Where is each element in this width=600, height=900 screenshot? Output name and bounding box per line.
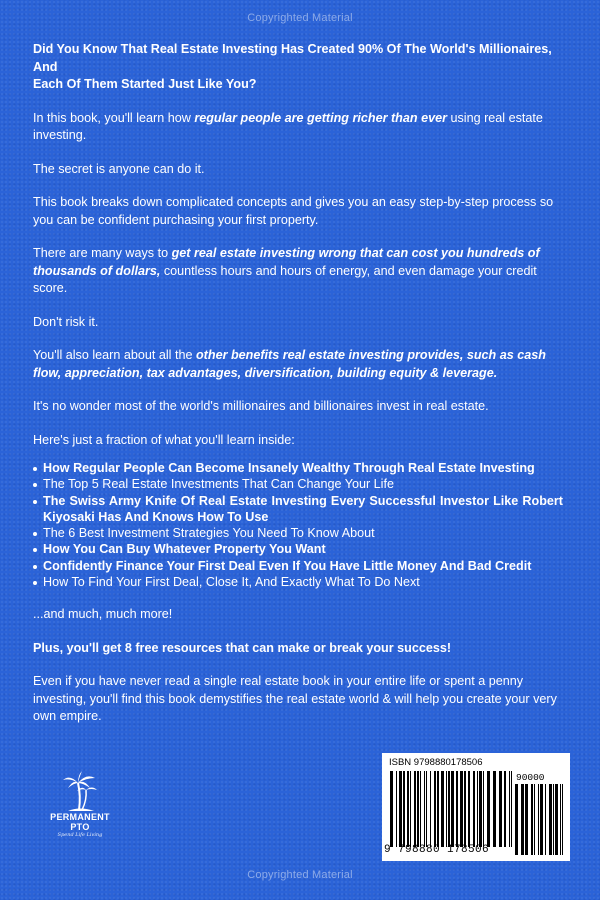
barcode-bar (555, 784, 558, 855)
text-run: using real estate investing. (33, 110, 543, 142)
text-run: countless hours and hours of energy, and even damage your credit score. (33, 263, 537, 295)
barcode-bar (410, 771, 411, 847)
paragraph-breakdown: This book breaks down complicated concepts and gives you an easy step-by-step process so you can be confident purchasing your first property. (33, 195, 554, 227)
barcode-bar (424, 771, 425, 847)
paragraph-closing: Even if you have never read a single real estate book in your entire life or spent a penny investing, you'll find this book demystifies the real estate world & will help you create your very own empire. (33, 674, 557, 724)
barcode-bar (534, 784, 535, 855)
barcode-bar (487, 771, 490, 847)
emphasis-text: other benefits real estate investing provides, such as cash flow, appreciation, tax advantages, diversification, building equity & leverage. (33, 348, 546, 380)
barcode-bar (434, 771, 436, 847)
barcode-bar (420, 771, 421, 847)
barcode-bar (531, 784, 533, 855)
barcode-bar (417, 771, 419, 847)
logo-name-line-2: PTO (70, 822, 90, 832)
barcode-bar (473, 771, 475, 847)
barcode-bar (441, 771, 444, 847)
copyright-watermark-bottom: Copyrighted Material (247, 869, 353, 881)
barcode-bar (464, 771, 466, 847)
logo-name-line-1: PERMANENT (50, 812, 110, 822)
paragraph-benefits (33, 347, 563, 382)
barcode-bar (515, 784, 518, 855)
barcode-bar (426, 771, 427, 847)
barcode-bar (446, 771, 447, 847)
barcode-bar (538, 784, 539, 855)
barcode-bar (504, 771, 506, 847)
emphasis-text: regular people are getting richer than ever (194, 110, 447, 125)
paragraph-list-intro: Here's just a fraction of what you'll learn inside: (33, 432, 295, 447)
barcode-bar (511, 771, 512, 847)
list-item: Confidently Finance Your First Deal Even If You Have Little Money And Bad Credit (33, 558, 563, 574)
barcode-bar (437, 771, 439, 847)
barcode-bar (451, 771, 454, 847)
paragraph-free-resources: Plus, you'll get 8 free resources that can make or break your success! (33, 640, 452, 655)
barcode-bar (493, 771, 496, 847)
barcode-bar (521, 784, 524, 855)
text-run: You'll also learn about all the (33, 348, 196, 362)
barcode-bar (499, 771, 502, 847)
copyright-watermark-top: Copyrighted Material (247, 12, 353, 24)
list-item: How Regular People Can Become Insanely Wealthy Through Real Estate Investing (33, 460, 563, 476)
barcode-bar (430, 771, 431, 847)
list-item: How To Find Your First Deal, Close It, And Exactly What To Do Next (33, 574, 563, 590)
logo-tagline: Spend Life Living (57, 832, 103, 838)
paragraph-millionaires: It's no wonder most of the world's millionaires and billionaires invest in real estate. (33, 399, 489, 413)
headline (33, 41, 563, 94)
text-run: In this book, you'll learn how (33, 110, 195, 125)
text-run: There are many ways to (33, 246, 172, 260)
headline-line-1: Did You Know That Real Estate Investing Has Created 90% Of The World's Millionaires, And (33, 42, 552, 74)
headline-line-2: Each Of Them Started Just Like You? (33, 77, 257, 91)
barcode-bar (549, 784, 552, 855)
barcode-bar (483, 771, 484, 847)
barcode-bar (562, 784, 563, 855)
barcode-bar (509, 771, 510, 847)
paragraph-intro (33, 110, 563, 145)
palm-tree-icon (62, 770, 98, 812)
list-item: The Top 5 Real Estate Investments That Can Change Your Life (33, 476, 563, 492)
publisher-logo (40, 770, 120, 860)
paragraph-more: ...and much, much more! (33, 607, 173, 622)
blurb (33, 41, 563, 742)
list-item: The Swiss Army Knife Of Real Estate Investing Every Successful Investor Like Robert Kiyosaki Has And Knows How To Use (33, 493, 563, 526)
ean-digits: 9 798880 178506 (384, 844, 490, 856)
barcode-bar (456, 771, 458, 847)
barcode-bar (560, 784, 561, 855)
barcode-bar (460, 771, 463, 847)
paragraph-dont-risk: Don't risk it. (33, 314, 99, 329)
barcode-bar (545, 784, 546, 855)
barcode-bar (468, 771, 470, 847)
paragraph-risks (33, 245, 563, 298)
barcode-bar (553, 784, 554, 855)
barcode-bar (407, 771, 409, 847)
barcode-bar (540, 784, 543, 855)
barcode-bar (390, 771, 393, 847)
list-item: How You Can Buy Whatever Property You Want (33, 541, 563, 557)
isbn-label: ISBN 9798880178506 (389, 757, 483, 768)
barcode-bar (399, 771, 402, 847)
barcode-bar (448, 771, 450, 847)
barcode-bar (479, 771, 482, 847)
ean-barcode-bars (390, 771, 512, 847)
emphasis-text: get real estate investing wrong that can cost you hundreds of thousands of dollars, (33, 246, 540, 278)
price-code: 90000 (516, 772, 545, 783)
addon-barcode-bars (515, 784, 563, 855)
learn-list (33, 460, 563, 590)
isbn-barcode (382, 753, 570, 861)
list-item: The 6 Best Investment Strategies You Need To Know About (33, 525, 563, 541)
barcode-bar (414, 771, 416, 847)
paragraph-secret: The secret is anyone can do it. (33, 161, 205, 176)
barcode-bar (403, 771, 405, 847)
barcode-bar (477, 771, 478, 847)
barcode-bar (525, 784, 528, 855)
barcode-bar (396, 771, 397, 847)
